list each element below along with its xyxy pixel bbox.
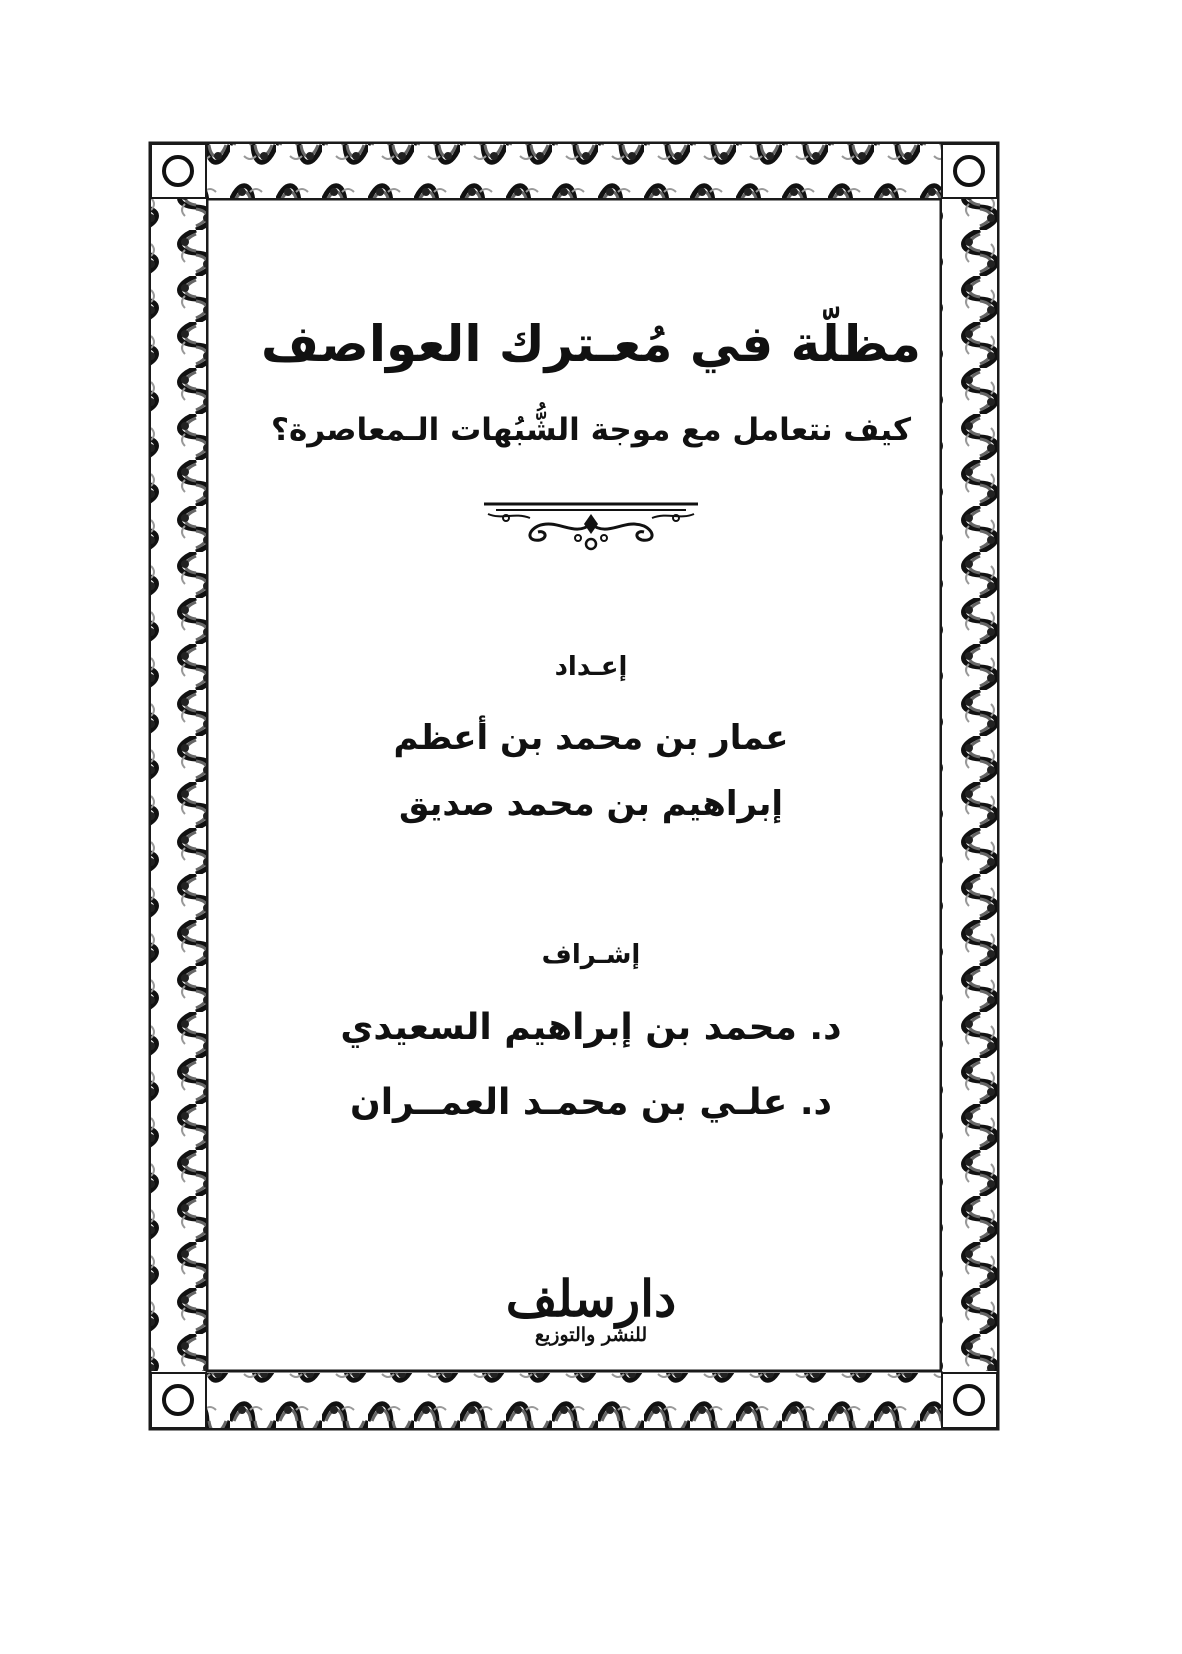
supervisor-name: د. علـي بن محمـد العمــران	[349, 1082, 833, 1123]
book-subtitle: كيف نتعامل مع موجة الشُّبُهات الـمعاصرة؟	[270, 412, 912, 448]
border-left	[151, 199, 206, 1371]
cover-content	[220, 250, 962, 1430]
border-top	[151, 144, 997, 198]
author-name: إبراهيم بن محمد صديق	[398, 784, 784, 824]
book-title: مظلّة في مُعـترك العواصف	[260, 315, 922, 373]
supervision-label: إشـراف	[541, 940, 641, 970]
publisher-name: دارسلف	[505, 1269, 677, 1328]
supervisor-name: د. محمد بن إبراهيم السعيدي	[340, 1007, 842, 1048]
author-name: عمار بن محمد بن أعظم	[393, 718, 789, 758]
preparation-label: إعـداد	[554, 652, 628, 682]
publisher-logo	[480, 1270, 702, 1346]
divider-ornament-icon	[466, 498, 716, 558]
publisher-tagline: للنشر والتوزيع	[534, 1324, 648, 1346]
